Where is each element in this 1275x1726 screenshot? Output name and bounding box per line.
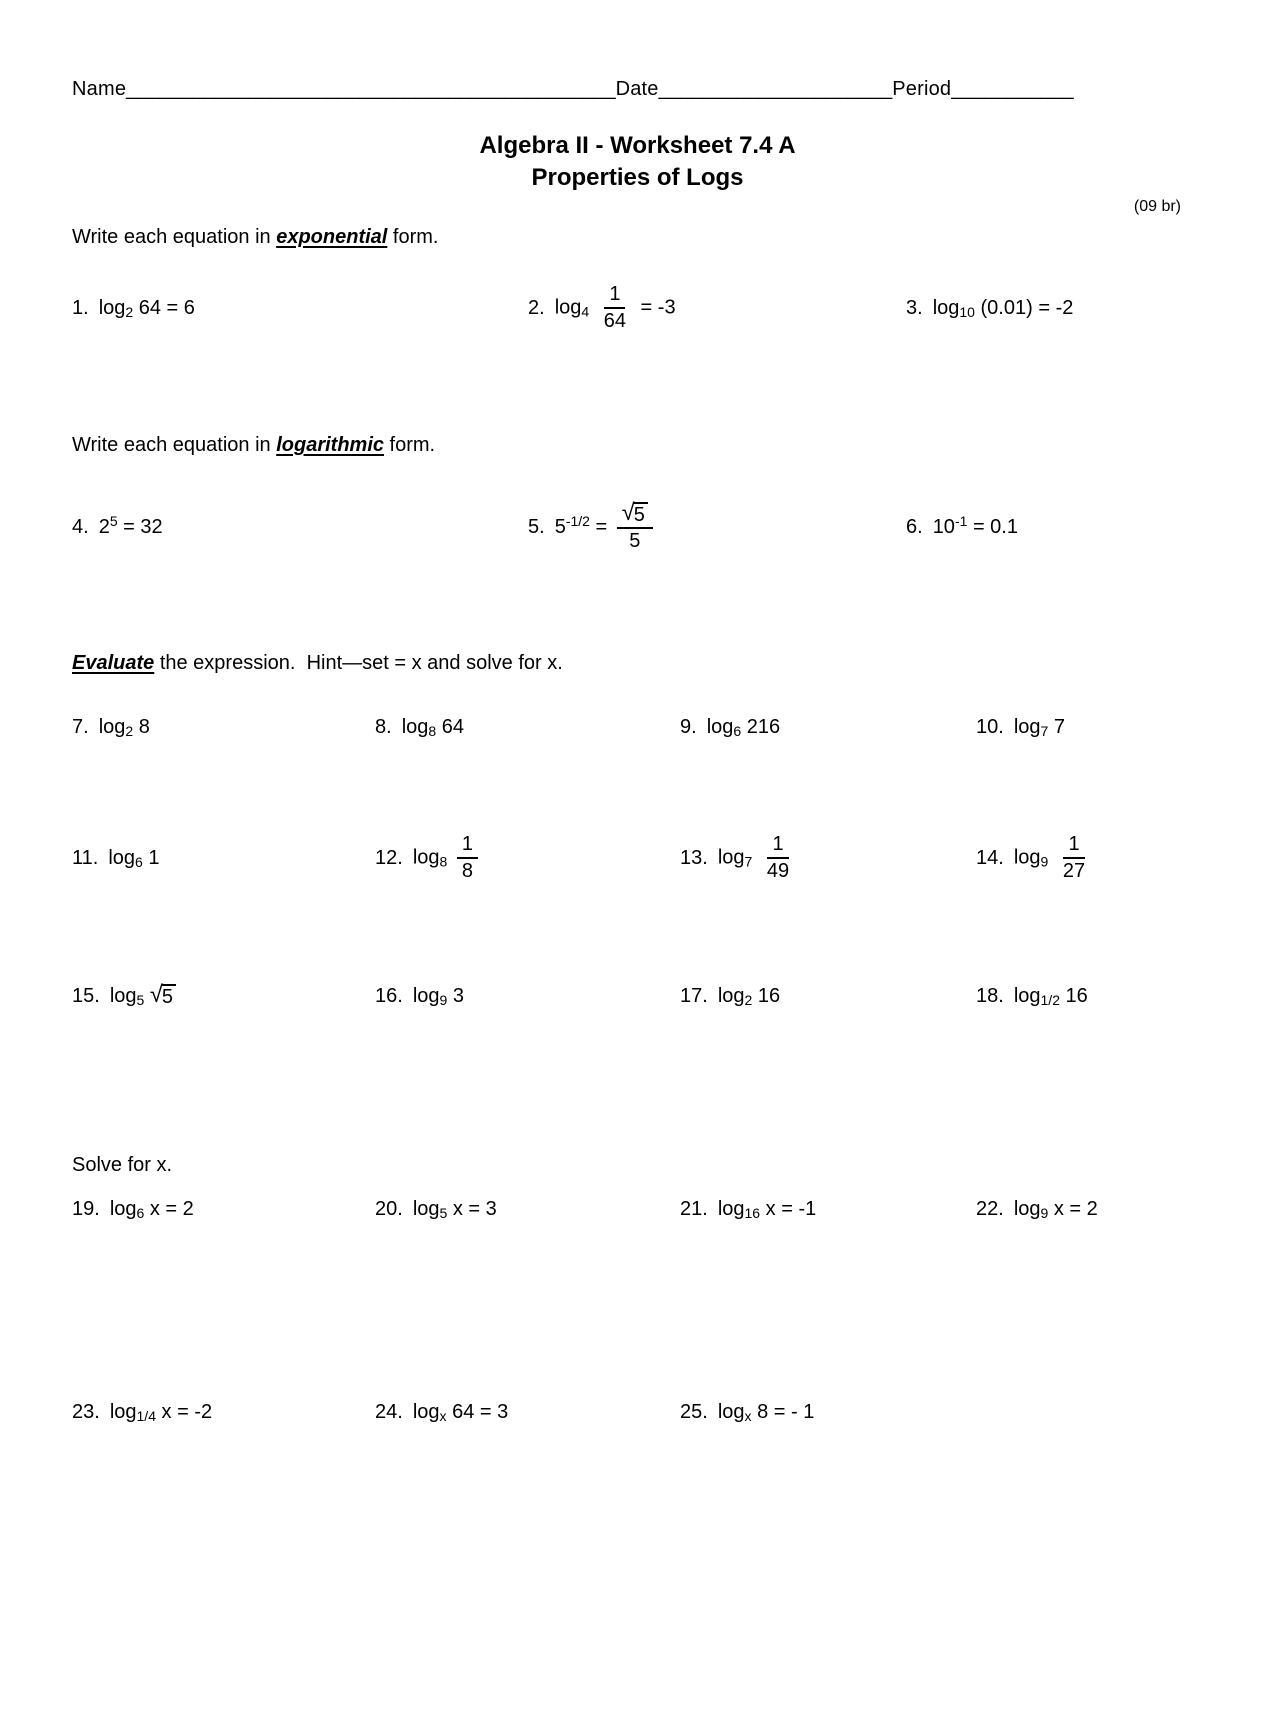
problem-15 <box>72 984 375 1008</box>
problem-number: 18. <box>976 984 1004 1007</box>
name-label: Name <box>72 78 127 100</box>
instruction-prefix: Write each equation in <box>72 434 277 456</box>
problem-number: 9. <box>680 715 697 738</box>
problem-1 <box>72 297 528 320</box>
problem-17 <box>680 985 976 1008</box>
date-blank-line: _____________________ <box>658 78 893 100</box>
instruction-solve <box>72 1151 1203 1179</box>
instruction-prefix: Write each equation in <box>72 226 277 248</box>
problems-row-19-22 <box>72 1195 1203 1223</box>
problem-expression: $\log_{10} (0.01) = -2$ <box>932 296 1074 320</box>
problem-23 <box>72 1401 375 1424</box>
problem-expression: $\log_6 216$ <box>706 715 781 739</box>
problem-expression: $\log_9 x = 2$ <box>1013 1197 1098 1221</box>
worksheet-page <box>0 75 1275 1726</box>
problem-number: 21. <box>680 1197 708 1220</box>
period-label: Period <box>892 78 952 100</box>
name-blank-line: ____________________________________________ <box>126 78 616 100</box>
name-date-period-line <box>72 75 1203 103</box>
problem-expression: $\log_8 64$ <box>401 715 464 739</box>
version-note: (09 br) <box>1133 198 1181 215</box>
problems-row-23-25 <box>72 1395 1203 1429</box>
problem-expression: $10^{-1} = 0.1$ <box>932 512 1018 538</box>
problem-expression: $\log_{16} x = -1$ <box>717 1197 817 1221</box>
instruction-evaluate <box>72 649 1203 677</box>
problem-expression: $\log_2 8$ <box>98 715 150 739</box>
problem-number: 15. <box>72 984 100 1007</box>
problem-11 <box>72 847 375 870</box>
problem-number: 6. <box>906 515 923 538</box>
problem-7 <box>72 716 375 739</box>
problem-21 <box>680 1198 976 1221</box>
period-blank-line: ___________ <box>951 78 1074 100</box>
problems-row-11-14 <box>72 813 1203 903</box>
problem-number: 3. <box>906 296 923 319</box>
problem-number: 16. <box>375 984 403 1007</box>
problem-18 <box>976 985 1203 1008</box>
problem-8 <box>375 716 680 739</box>
problem-expression: $\log_7 7$ <box>1013 715 1065 739</box>
problem-number: 25. <box>680 1400 708 1423</box>
problems-row-4-6 <box>72 473 1203 581</box>
problem-number: 17. <box>680 984 708 1007</box>
problem-24 <box>375 1401 680 1424</box>
problem-number: 10. <box>976 715 1004 738</box>
problem-number: 5. <box>528 515 545 538</box>
problem-number: 24. <box>375 1400 403 1423</box>
problem-expression: $\log_9$ $\frac{1}{27}$ <box>1013 833 1086 882</box>
problems-row-7-10 <box>72 713 1203 741</box>
problem-expression: $\log_{1/2} 16$ <box>1013 984 1088 1008</box>
problem-22 <box>976 1198 1203 1221</box>
problem-10 <box>976 716 1203 739</box>
instruction-suffix: the expression. Hint—set = x and solve for x. <box>154 652 563 674</box>
problem-4 <box>72 512 528 539</box>
worksheet-title <box>72 130 1203 194</box>
problem-number: 4. <box>72 515 89 538</box>
problem-expression: $\log_7$ $\frac{1}{49}$ <box>717 833 790 882</box>
problem-number: 22. <box>976 1197 1004 1220</box>
problem-expression: $5^{-1/2}$ = √ 5 5 <box>555 502 657 553</box>
problem-20 <box>375 1198 680 1221</box>
problem-19 <box>72 1198 375 1221</box>
problem-expression: $\log_4$ $\frac{1}{64}$ = -3 <box>554 283 676 332</box>
instruction-exponential <box>72 223 1203 251</box>
problem-3 <box>906 297 1203 320</box>
problem-expression: $\log_{1/4} x = -2$ <box>109 1400 213 1424</box>
instruction-text: Solve for x. <box>72 1154 173 1176</box>
instruction-emphasis: exponential <box>276 226 388 248</box>
problem-expression: $\log_x 8$ = - 1 <box>717 1400 815 1424</box>
problem-expression: $\log_6 x = 2$ <box>109 1197 194 1221</box>
problem-14 <box>976 833 1203 883</box>
problem-number: 11. <box>72 846 99 869</box>
problem-13 <box>680 833 976 883</box>
problem-12 <box>375 833 680 883</box>
problem-expression: $\log_x 64 = 3$ <box>412 1400 509 1424</box>
problem-25 <box>680 1401 976 1424</box>
title-line-1: Algebra II - Worksheet 7.4 A <box>479 132 796 159</box>
problem-16 <box>375 985 680 1008</box>
problem-expression: $\log_2 64 = 6$ <box>98 296 195 320</box>
problem-expression: $\log_6 1$ <box>108 846 160 870</box>
problem-number: 1. <box>72 296 89 319</box>
problem-number: 8. <box>375 715 392 738</box>
problem-number: 13. <box>680 846 708 869</box>
instruction-suffix: form. <box>387 226 439 248</box>
date-label: Date <box>615 78 659 100</box>
instruction-emphasis: logarithmic <box>276 434 384 456</box>
problem-expression: $\log_2 16$ <box>717 984 781 1008</box>
problem-number: 14. <box>976 846 1004 869</box>
title-line-2: Properties of Logs <box>531 164 744 191</box>
problem-expression: $\log_5$ √ 5 <box>110 984 176 1008</box>
problem-number: 7. <box>72 715 89 738</box>
problem-6 <box>906 512 1203 539</box>
instruction-emphasis: Evaluate <box>72 652 155 674</box>
problem-number: 23. <box>72 1400 100 1423</box>
problem-number: 20. <box>375 1197 403 1220</box>
instruction-suffix: form. <box>384 434 436 456</box>
problem-expression: $\log_5 x = 3$ <box>412 1197 497 1221</box>
problem-number: 19. <box>72 1197 100 1220</box>
problem-expression: $\log_9 3$ <box>412 984 464 1008</box>
problem-2 <box>528 283 906 333</box>
problems-row-1-3 <box>72 263 1203 353</box>
problem-number: 12. <box>375 846 403 869</box>
problem-number: 2. <box>528 296 545 319</box>
problem-expression: $2^5 = 32$ <box>98 512 163 538</box>
problem-expression: $\log_8$ $\frac{1}{8}$ <box>413 833 482 883</box>
instruction-logarithmic <box>72 431 1203 459</box>
problem-5 <box>528 499 906 553</box>
problems-row-15-18 <box>72 979 1203 1013</box>
problem-9 <box>680 716 976 739</box>
